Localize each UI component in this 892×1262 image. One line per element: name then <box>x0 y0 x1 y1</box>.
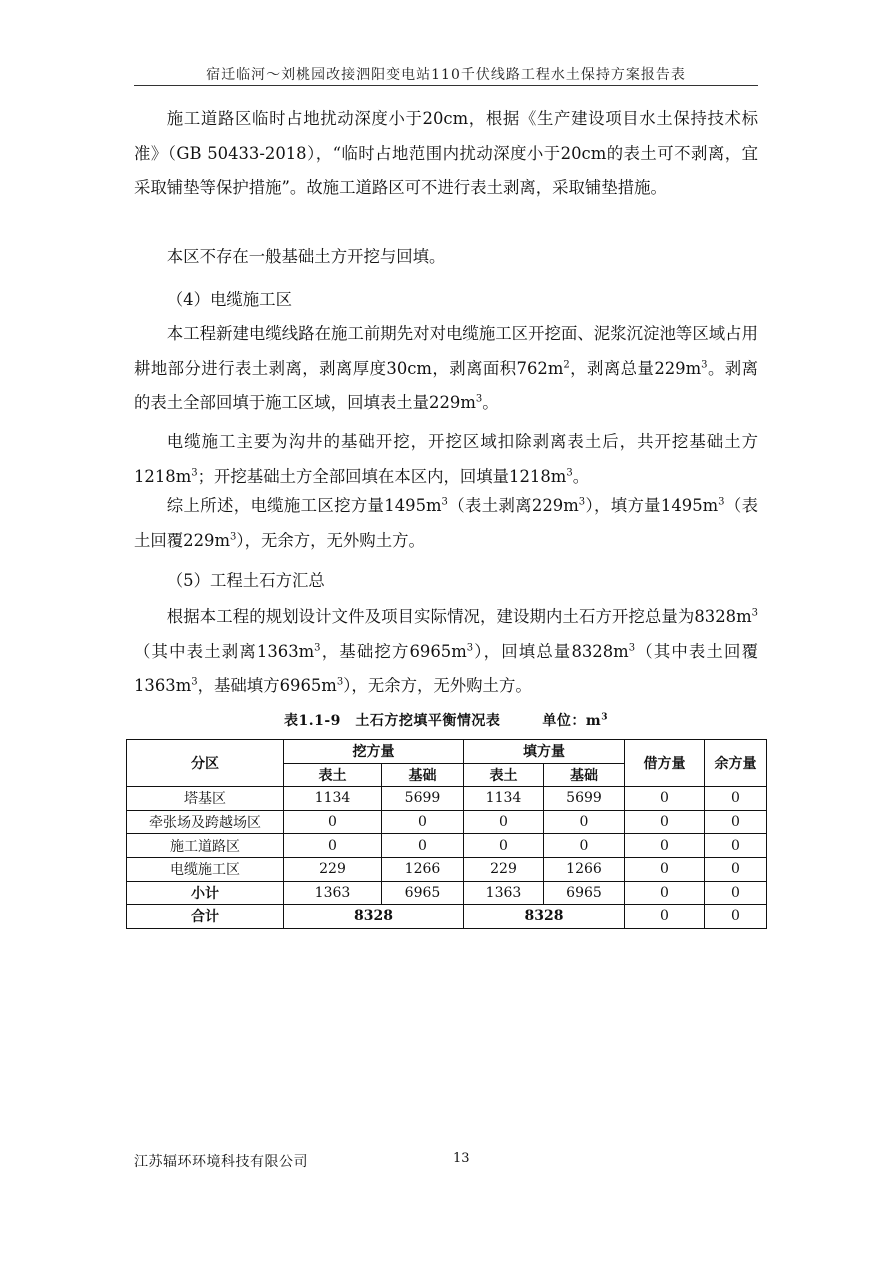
header-fill-foundation: 基础 <box>544 763 625 787</box>
header-fill: 填方量 <box>464 740 625 764</box>
cell-exc-topsoil: 0 <box>284 834 382 858</box>
cell-total-excavation: 8328 <box>284 905 464 929</box>
table-row <box>127 810 767 834</box>
cell-fill-topsoil: 1134 <box>464 787 544 811</box>
cell-borrow: 0 <box>625 787 705 811</box>
cell-zone: 塔基区 <box>127 787 284 811</box>
header-borrow: 借方量 <box>625 740 705 787</box>
table-subtotal-row <box>127 881 767 905</box>
cell-zone: 小计 <box>127 881 284 905</box>
cell-exc-foundation: 6965 <box>382 881 464 905</box>
cell-surplus: 0 <box>705 905 767 929</box>
cell-borrow: 0 <box>625 881 705 905</box>
table-row <box>127 787 767 811</box>
table-total-row <box>127 905 767 929</box>
cell-fill-foundation: 1266 <box>544 857 625 881</box>
cell-zone: 牵张场及跨越场区 <box>127 810 284 834</box>
table-caption <box>134 710 758 730</box>
cell-surplus: 0 <box>705 881 767 905</box>
cell-zone: 电缆施工区 <box>127 857 284 881</box>
cell-exc-topsoil: 1363 <box>284 881 382 905</box>
header-exc-foundation: 基础 <box>382 763 464 787</box>
cell-fill-foundation: 0 <box>544 810 625 834</box>
cell-fill-topsoil: 229 <box>464 857 544 881</box>
cell-exc-topsoil: 0 <box>284 810 382 834</box>
footer-company: 江苏辐环环境科技有限公司 <box>134 1154 308 1170</box>
header-divider <box>134 85 758 86</box>
header-surplus: 余方量 <box>705 740 767 787</box>
paragraph-no-foundation: 本区不存在一般基础土方开挖与回填。 <box>166 247 446 266</box>
cell-borrow: 0 <box>625 905 705 929</box>
header-zone: 分区 <box>127 740 284 787</box>
cell-fill-foundation: 0 <box>544 834 625 858</box>
paragraph-cable-topsoil: 本工程新建电缆线路在施工前期先对对电缆施工区开挖面、泥浆沉淀池等区域占用耕地部分进行表土剥离，剥离厚度30cm，剥离面积$762m^2$，剥离总量$229m^3$。剥离的表土全部回填于施工区域，回填表土量$229m^3$。 <box>134 324 759 413</box>
cell-borrow: 0 <box>625 834 705 858</box>
cell-fill-topsoil: 0 <box>464 810 544 834</box>
cell-fill-foundation: 6965 <box>544 881 625 905</box>
cell-borrow: 0 <box>625 810 705 834</box>
table-header-row <box>127 740 767 764</box>
paragraph-cable-summary: 综上所述，电缆施工区挖方量$1495m^3$（表土剥离$229m^3$），填方量$1495m^3$（表土回覆$229m^3$），无余方，无外购土方。 <box>134 496 759 550</box>
cell-total-fill: 8328 <box>464 905 625 929</box>
cell-fill-topsoil: 0 <box>464 834 544 858</box>
header-fill-topsoil: 表土 <box>464 763 544 787</box>
paragraph-cable-foundation: 电缆施工主要为沟井的基础开挖，开挖区域扣除剥离表土后，共开挖基础土方$1218m^3$；开挖基础土方全部回填在本区内，回填量$1218m^3$。 <box>134 432 758 486</box>
cell-zone: 合计 <box>127 905 284 929</box>
table-row <box>127 834 767 858</box>
table-unit: 单位：$m^3$ <box>542 712 608 729</box>
cell-surplus: 0 <box>705 857 767 881</box>
cell-exc-foundation: 5699 <box>382 787 464 811</box>
table-row <box>127 857 767 881</box>
table-title: 表1.1-9 土石方挖填平衡情况表 <box>283 713 501 729</box>
section-heading-cable-area: （4）电缆施工区 <box>166 290 292 309</box>
cell-exc-foundation: 0 <box>382 810 464 834</box>
cell-exc-topsoil: 1134 <box>284 787 382 811</box>
paragraph-construction-road: 施工道路区临时占地扰动深度小于20cm，根据《生产建设项目水土保持技术标准》（GB 50433-2018），“临时占地范围内扰动深度小于20cm的表土可不剥离，宜采取铺垫等保护措施”。故施工道路区可不进行表土剥离，采取铺垫措施。 <box>134 109 758 198</box>
cell-exc-foundation: 0 <box>382 834 464 858</box>
cell-fill-topsoil: 1363 <box>464 881 544 905</box>
earthwork-balance-table <box>126 739 767 929</box>
header-exc-topsoil: 表土 <box>284 763 382 787</box>
cell-surplus: 0 <box>705 787 767 811</box>
cell-fill-foundation: 5699 <box>544 787 625 811</box>
cell-surplus: 0 <box>705 834 767 858</box>
header-excavation: 挖方量 <box>284 740 464 764</box>
section-heading-earthwork-summary: （5）工程土石方汇总 <box>166 571 325 590</box>
cell-zone: 施工道路区 <box>127 834 284 858</box>
paragraph-earthwork-total: 根据本工程的规划设计文件及项目实际情况，建设期内土石方开挖总量为$8328m^3$（其中表土剥离$1363m^3$，基础挖方$6965m^3$），回填总量$8328m^3$（其中表土回覆$1363m^3$，基础填方$6965m^3$），无余方，无外购土方。 <box>134 607 758 696</box>
cell-exc-topsoil: 229 <box>284 857 382 881</box>
cell-surplus: 0 <box>705 810 767 834</box>
page-header-title: 宿迁临河～刘桃园改接泗阳变电站110千伏线路工程水土保持方案报告表 <box>206 67 686 83</box>
cell-borrow: 0 <box>625 857 705 881</box>
cell-exc-foundation: 1266 <box>382 857 464 881</box>
page-number: 13 <box>453 1151 470 1166</box>
